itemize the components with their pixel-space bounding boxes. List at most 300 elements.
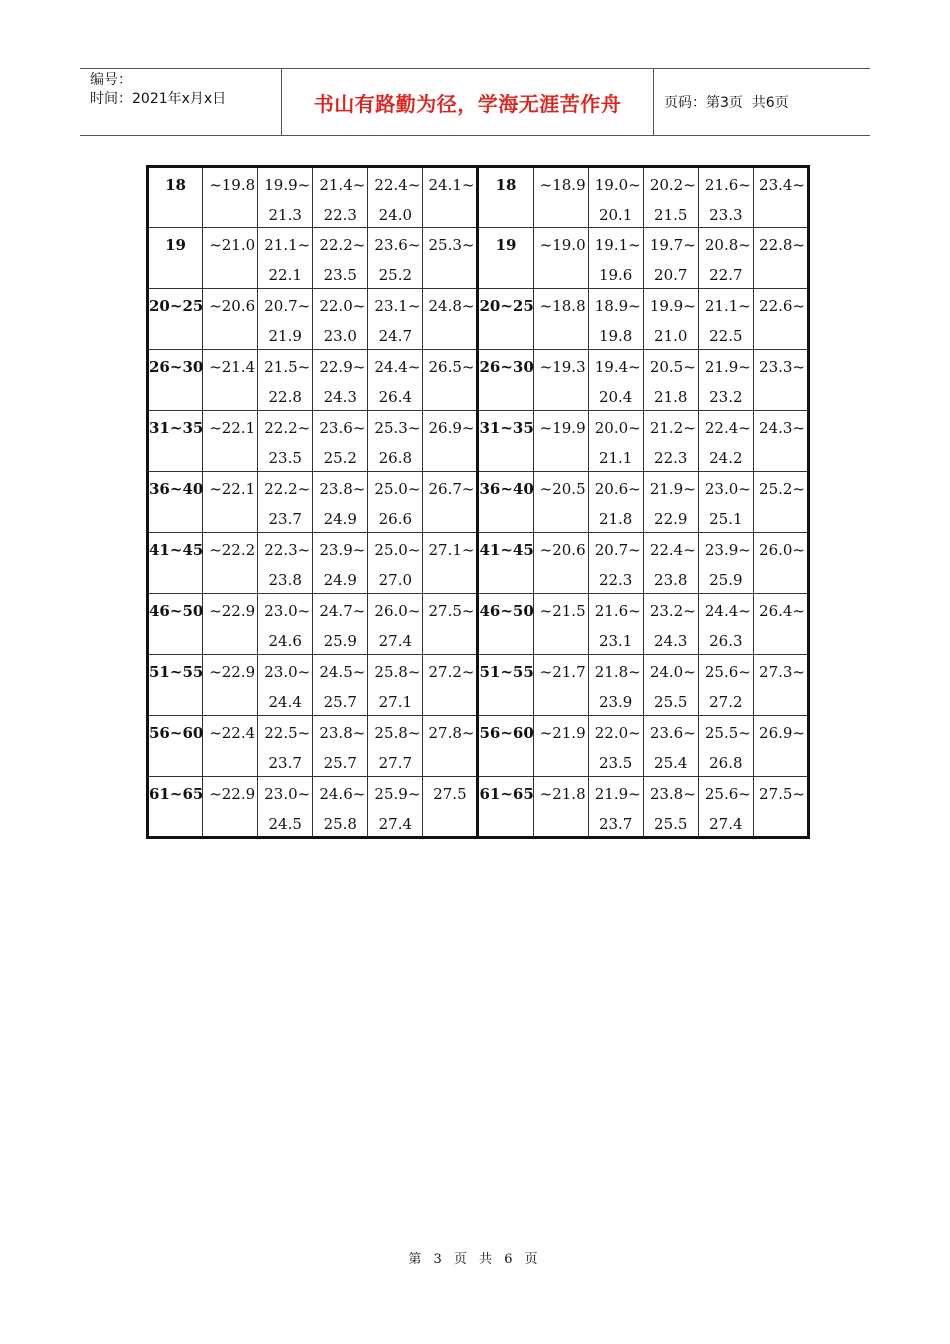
- range-end: 21.8: [598, 510, 633, 528]
- time-label: 时间：2021年x月x日: [90, 91, 227, 107]
- range-start: 27.5~: [759, 785, 805, 803]
- range-start: 19.9~: [649, 297, 696, 315]
- range-start: 23.6~: [374, 236, 421, 254]
- range-start: ~22.1: [209, 419, 256, 437]
- range-start: 22.4~: [374, 176, 421, 194]
- range-start: 27.5~: [428, 602, 475, 620]
- range-start: 22.4~: [704, 419, 751, 437]
- range-end: 22.7: [709, 266, 743, 284]
- range-start: 27.3~: [759, 663, 805, 681]
- range-start: ~19.8: [209, 176, 256, 194]
- range-cell: [643, 655, 698, 716]
- age-group-cell: 20~25: [148, 289, 203, 350]
- range-start: 26.0~: [759, 541, 805, 559]
- range-cell: [588, 655, 643, 716]
- range-cell: [753, 228, 808, 289]
- range-cell: [368, 472, 423, 533]
- range-cell: [313, 350, 368, 411]
- range-cell: [203, 472, 258, 533]
- range-start: 22.2~: [264, 419, 311, 437]
- table-row: [148, 411, 809, 472]
- range-end: 21.0: [654, 327, 688, 345]
- range-start: 25.6~: [704, 663, 751, 681]
- range-cell: [313, 472, 368, 533]
- range-start: 23.2~: [649, 602, 696, 620]
- range-cell: [258, 533, 313, 594]
- range-end: 26.3: [709, 632, 743, 650]
- range-cell: [203, 411, 258, 472]
- range-cell: [643, 228, 698, 289]
- range-start: 25.8~: [374, 724, 421, 742]
- range-cell: [368, 228, 423, 289]
- range-end: 23.9: [598, 693, 633, 711]
- range-end: 19.8: [598, 327, 633, 345]
- range-end: 21.3: [268, 206, 302, 224]
- range-cell: [588, 777, 643, 838]
- range-start: ~19.9: [539, 419, 586, 437]
- range-cell: [643, 777, 698, 838]
- range-end: 22.8: [268, 388, 302, 406]
- age-group-cell: 41~45: [478, 533, 533, 594]
- range-end: 22.3: [654, 449, 688, 467]
- page-header: [80, 68, 870, 136]
- range-cell: [368, 777, 423, 838]
- range-start: 24.3~: [759, 419, 805, 437]
- range-cell: [313, 777, 368, 838]
- range-end: 24.5: [268, 815, 302, 833]
- range-cell: [698, 594, 753, 655]
- bmi-table-container: [146, 165, 810, 839]
- age-group-cell: 19: [148, 228, 203, 289]
- range-end: 24.6: [268, 632, 302, 650]
- range-cell: [368, 411, 423, 472]
- age-group-cell: 31~35: [148, 411, 203, 472]
- range-start: 26.5~: [428, 358, 475, 376]
- range-cell: [258, 350, 313, 411]
- range-end: 21.8: [654, 388, 688, 406]
- range-start: 21.6~: [594, 602, 641, 620]
- range-cell: [588, 533, 643, 594]
- range-end: 24.2: [709, 449, 743, 467]
- range-start: 21.1~: [264, 236, 311, 254]
- range-cell: [203, 716, 258, 777]
- range-end: 24.0: [378, 206, 413, 224]
- range-start: ~22.2: [209, 541, 256, 559]
- range-start: 20.7~: [264, 297, 311, 315]
- range-cell: [698, 289, 753, 350]
- range-start: 24.4~: [374, 358, 421, 376]
- range-cell: [258, 167, 313, 228]
- range-end: 23.7: [598, 815, 633, 833]
- range-end: 25.5: [654, 815, 688, 833]
- range-start: 23.8~: [649, 785, 696, 803]
- age-group-cell: 51~55: [478, 655, 533, 716]
- range-cell: [753, 533, 808, 594]
- range-cell: [533, 655, 588, 716]
- range-cell: [643, 533, 698, 594]
- range-start: ~20.6: [209, 297, 256, 315]
- range-start: ~18.9: [539, 176, 586, 194]
- bmi-table-body: [148, 167, 809, 838]
- range-cell: [588, 594, 643, 655]
- range-start: 22.8~: [759, 236, 805, 254]
- range-cell: [313, 411, 368, 472]
- range-cell: [368, 594, 423, 655]
- range-cell: [643, 289, 698, 350]
- range-cell: [643, 594, 698, 655]
- header-meta: [80, 69, 282, 135]
- range-start: 25.5~: [704, 724, 751, 742]
- range-cell: [533, 716, 588, 777]
- age-group-cell: 61~65: [148, 777, 203, 838]
- range-cell: [203, 350, 258, 411]
- range-end: 25.9: [709, 571, 743, 589]
- range-start: 24.6~: [319, 785, 366, 803]
- range-start: 24.0~: [649, 663, 696, 681]
- range-end: 27.4: [709, 815, 743, 833]
- range-start: 20.5~: [649, 358, 696, 376]
- table-row: [148, 167, 809, 228]
- range-end: 24.9: [323, 510, 357, 528]
- range-start: 21.8~: [594, 663, 641, 681]
- table-row: [148, 533, 809, 594]
- range-cell: [203, 228, 258, 289]
- range-cell: [753, 655, 808, 716]
- range-start: 20.0~: [594, 419, 641, 437]
- age-group-cell: 46~50: [478, 594, 533, 655]
- range-cell: [698, 411, 753, 472]
- range-end: 20.1: [598, 206, 633, 224]
- range-cell: [533, 472, 588, 533]
- range-cell: [203, 289, 258, 350]
- range-end: 26.4: [378, 388, 413, 406]
- range-start: ~21.4: [209, 358, 256, 376]
- range-start: ~22.1: [209, 480, 256, 498]
- range-end: 25.9: [323, 632, 357, 650]
- range-start: 22.6~: [759, 297, 805, 315]
- range-start: ~19.3: [539, 358, 586, 376]
- range-start: 21.9~: [649, 480, 696, 498]
- range-cell: [423, 533, 478, 594]
- range-end: 24.7: [378, 327, 413, 345]
- age-group-cell: 56~60: [478, 716, 533, 777]
- range-cell: [203, 167, 258, 228]
- range-cell: [423, 167, 478, 228]
- range-start: 24.1~: [428, 176, 475, 194]
- range-start: 24.8~: [428, 297, 475, 315]
- range-start: ~20.6: [539, 541, 586, 559]
- range-end: 27.4: [378, 632, 413, 650]
- range-cell: [423, 716, 478, 777]
- range-cell: [423, 228, 478, 289]
- range-start: ~21.5: [539, 602, 586, 620]
- range-cell: [588, 411, 643, 472]
- range-cell: [258, 594, 313, 655]
- table-row: [148, 350, 809, 411]
- range-cell: [698, 533, 753, 594]
- range-start: ~21.7: [539, 663, 586, 681]
- range-start: ~21.0: [209, 236, 256, 254]
- range-start: 22.3~: [264, 541, 311, 559]
- range-end: 26.8: [709, 754, 743, 772]
- range-start: 26.9~: [428, 419, 475, 437]
- range-cell: [588, 472, 643, 533]
- range-cell: [313, 289, 368, 350]
- range-end: 22.9: [654, 510, 688, 528]
- range-start: 21.4~: [319, 176, 366, 194]
- range-cell: [753, 289, 808, 350]
- range-end: 25.8: [323, 815, 357, 833]
- age-group-cell: 19: [478, 228, 533, 289]
- range-start: 23.4~: [759, 176, 805, 194]
- range-end: 23.5: [268, 449, 302, 467]
- range-start: ~18.8: [539, 297, 586, 315]
- age-group-cell: 18: [148, 167, 203, 228]
- range-end: 25.2: [378, 266, 413, 284]
- range-start: 22.0~: [594, 724, 641, 742]
- range-end: 25.5: [654, 693, 688, 711]
- range-cell: [313, 716, 368, 777]
- range-start: 20.8~: [704, 236, 751, 254]
- range-start: 25.2~: [759, 480, 805, 498]
- range-end: 24.3: [654, 632, 688, 650]
- range-cell: [423, 655, 478, 716]
- age-group-cell: 51~55: [148, 655, 203, 716]
- range-start: 21.9~: [594, 785, 641, 803]
- range-start: 21.5~: [264, 358, 311, 376]
- range-end: 21.5: [654, 206, 688, 224]
- range-start: 25.3~: [374, 419, 421, 437]
- range-cell: [533, 167, 588, 228]
- range-cell: [423, 777, 478, 838]
- range-start: 23.0~: [264, 602, 311, 620]
- range-start: 26.9~: [759, 724, 805, 742]
- range-end: 24.9: [323, 571, 357, 589]
- range-cell: [753, 167, 808, 228]
- range-end: 21.1: [598, 449, 633, 467]
- table-row: [148, 777, 809, 838]
- header-motto: 书山有路勤为径，学海无涯苦作舟: [282, 69, 654, 135]
- range-start: 20.7~: [594, 541, 641, 559]
- range-cell: [423, 350, 478, 411]
- range-start: 24.7~: [319, 602, 366, 620]
- range-end: 22.3: [323, 206, 357, 224]
- range-end: 23.8: [268, 571, 302, 589]
- range-start: 25.6~: [704, 785, 751, 803]
- range-start: 23.3~: [759, 358, 805, 376]
- range-start: 25.8~: [374, 663, 421, 681]
- range-start: 25.0~: [374, 541, 421, 559]
- range-cell: [258, 777, 313, 838]
- range-cell: [368, 533, 423, 594]
- range-cell: [698, 167, 753, 228]
- age-group-cell: 36~40: [148, 472, 203, 533]
- range-cell: [423, 289, 478, 350]
- range-cell: [423, 594, 478, 655]
- range-start: 22.9~: [319, 358, 366, 376]
- age-group-cell: 36~40: [478, 472, 533, 533]
- range-start: ~22.9: [209, 785, 256, 803]
- range-start: 19.9~: [264, 176, 311, 194]
- range-end: 23.7: [268, 754, 302, 772]
- range-start: 23.0~: [264, 663, 311, 681]
- range-start: 18.9~: [594, 297, 641, 315]
- range-cell: [368, 289, 423, 350]
- range-start: 27.5: [433, 785, 467, 803]
- range-start: 27.1~: [428, 541, 475, 559]
- range-end: 25.4: [654, 754, 688, 772]
- age-group-cell: 20~25: [478, 289, 533, 350]
- range-cell: [203, 533, 258, 594]
- range-start: 26.7~: [428, 480, 475, 498]
- range-start: 27.2~: [428, 663, 475, 681]
- range-cell: [313, 655, 368, 716]
- range-end: 23.7: [268, 510, 302, 528]
- range-cell: [203, 594, 258, 655]
- range-cell: [753, 777, 808, 838]
- range-cell: [258, 716, 313, 777]
- range-cell: [258, 655, 313, 716]
- range-end: 26.8: [378, 449, 413, 467]
- range-cell: [533, 411, 588, 472]
- range-start: ~21.8: [539, 785, 586, 803]
- range-start: ~22.9: [209, 602, 256, 620]
- range-cell: [368, 167, 423, 228]
- range-start: 27.8~: [428, 724, 475, 742]
- range-cell: [258, 228, 313, 289]
- range-cell: [588, 350, 643, 411]
- range-end: 27.4: [378, 815, 413, 833]
- range-cell: [368, 350, 423, 411]
- range-end: 20.7: [654, 266, 688, 284]
- range-end: 21.9: [268, 327, 302, 345]
- range-cell: [313, 594, 368, 655]
- range-end: 22.3: [598, 571, 633, 589]
- range-start: 20.6~: [594, 480, 641, 498]
- range-start: ~20.5: [539, 480, 586, 498]
- range-end: 23.1: [598, 632, 633, 650]
- range-cell: [533, 289, 588, 350]
- range-cell: [533, 594, 588, 655]
- range-end: 27.0: [378, 571, 413, 589]
- range-end: 25.2: [323, 449, 357, 467]
- range-start: 23.0~: [704, 480, 751, 498]
- range-start: 21.9~: [704, 358, 751, 376]
- range-start: ~21.9: [539, 724, 586, 742]
- range-cell: [753, 594, 808, 655]
- range-cell: [753, 350, 808, 411]
- range-end: 25.7: [323, 754, 357, 772]
- range-cell: [423, 411, 478, 472]
- range-cell: [258, 289, 313, 350]
- range-cell: [533, 228, 588, 289]
- range-cell: [643, 472, 698, 533]
- range-start: 22.2~: [264, 480, 311, 498]
- range-cell: [698, 716, 753, 777]
- range-cell: [258, 472, 313, 533]
- range-end: 22.1: [268, 266, 302, 284]
- table-row: [148, 594, 809, 655]
- range-end: 27.7: [378, 754, 413, 772]
- range-start: 26.0~: [374, 602, 421, 620]
- range-cell: [588, 716, 643, 777]
- page-footer: 第 3 页 共 6 页: [408, 1252, 542, 1267]
- range-start: 22.0~: [319, 297, 366, 315]
- range-cell: [368, 655, 423, 716]
- range-cell: [643, 411, 698, 472]
- range-start: ~22.4: [209, 724, 256, 742]
- range-start: 22.5~: [264, 724, 311, 742]
- range-start: 19.1~: [594, 236, 641, 254]
- range-cell: [313, 228, 368, 289]
- number-label: 编号：: [90, 72, 132, 88]
- table-row: [148, 655, 809, 716]
- range-end: 24.4: [268, 693, 302, 711]
- range-end: 23.5: [323, 266, 357, 284]
- range-cell: [588, 228, 643, 289]
- range-end: 19.6: [598, 266, 633, 284]
- range-cell: [643, 350, 698, 411]
- range-end: 26.6: [378, 510, 413, 528]
- range-cell: [203, 777, 258, 838]
- range-start: 25.9~: [374, 785, 421, 803]
- range-cell: [588, 167, 643, 228]
- range-start: 23.9~: [704, 541, 751, 559]
- range-start: 23.0~: [264, 785, 311, 803]
- range-start: 25.3~: [428, 236, 475, 254]
- range-start: ~22.9: [209, 663, 256, 681]
- range-cell: [753, 411, 808, 472]
- range-start: 23.9~: [319, 541, 366, 559]
- range-cell: [698, 655, 753, 716]
- range-end: 22.5: [709, 327, 743, 345]
- range-end: 25.1: [709, 510, 743, 528]
- range-end: 23.3: [709, 206, 743, 224]
- age-group-cell: 61~65: [478, 777, 533, 838]
- age-group-cell: 31~35: [478, 411, 533, 472]
- range-end: 23.2: [709, 388, 743, 406]
- range-start: 20.2~: [649, 176, 696, 194]
- range-start: 23.8~: [319, 724, 366, 742]
- range-end: 23.5: [598, 754, 633, 772]
- age-group-cell: 41~45: [148, 533, 203, 594]
- range-cell: [423, 472, 478, 533]
- table-row: [148, 289, 809, 350]
- range-cell: [698, 228, 753, 289]
- range-start: 24.5~: [319, 663, 366, 681]
- range-cell: [533, 533, 588, 594]
- range-cell: [533, 777, 588, 838]
- range-start: ~19.0: [539, 236, 586, 254]
- page-info-text: 页码：第3页 共6页: [664, 95, 789, 111]
- age-group-cell: 26~30: [148, 350, 203, 411]
- range-start: 23.1~: [374, 297, 421, 315]
- range-cell: [203, 655, 258, 716]
- range-end: 25.7: [323, 693, 357, 711]
- range-start: 22.4~: [649, 541, 696, 559]
- age-group-cell: 18: [478, 167, 533, 228]
- table-row: [148, 716, 809, 777]
- table-row: [148, 472, 809, 533]
- age-group-cell: 46~50: [148, 594, 203, 655]
- range-cell: [643, 167, 698, 228]
- range-cell: [698, 472, 753, 533]
- range-start: 23.6~: [649, 724, 696, 742]
- range-start: 21.6~: [704, 176, 751, 194]
- range-start: 21.1~: [704, 297, 751, 315]
- range-start: 19.7~: [649, 236, 696, 254]
- range-start: 23.6~: [319, 419, 366, 437]
